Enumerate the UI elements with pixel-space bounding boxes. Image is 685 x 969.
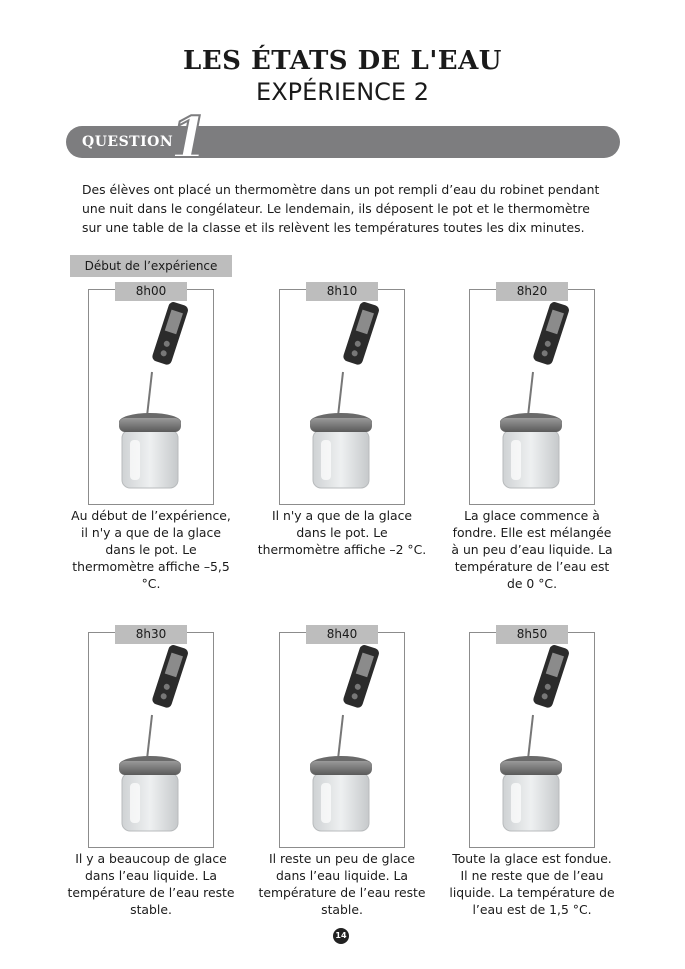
jar-thermometer-image [291,643,391,839]
time-tag-4: 8h30 [115,625,187,644]
page-title: LES ÉTATS DE L'EAU [183,46,502,76]
step-caption-6: Toute la glace est fondue. Il ne reste que de l’eau liquide. La température de l’eau est de 1,5 °C. [449,851,615,917]
step-caption-5: Il reste un peu de glace dans l’eau liquide. La température de l’eau reste stable. [258,851,426,917]
time-tag-6: 8h50 [496,625,568,644]
time-tag-2: 8h10 [306,282,378,301]
jar-thermometer-image [100,300,200,496]
intro-paragraph: Des élèves ont placé un thermomètre dans un pot rempli d’eau du robinet pendant une nuit dans le congélateur. Le lendemain, ils déposent le pot et le thermomètre sur une table de la classe et ils relèvent les températures toutes les dix minutes. [82,182,600,235]
jar-thermometer-image [481,300,581,496]
jar-thermometer-image [481,643,581,839]
time-tag-3: 8h20 [496,282,568,301]
question-number: 1 [170,105,209,171]
step-caption-1: Au début de l’expérience, il n'y a que de la glace dans le pot. Le thermomètre affiche –5,5 °C. [71,508,231,591]
step-caption-2: Il n'y a que de la glace dans le pot. Le thermomètre affiche –2 °C. [257,508,427,557]
page-number: 14 [333,928,349,944]
time-tag-5: 8h40 [306,625,378,644]
step-caption-4: Il y a beaucoup de glace dans l’eau liquide. La température de l’eau reste stable. [67,851,235,917]
step-caption-3: La glace commence à fondre. Elle est mélangée à un peu d’eau liquide. La température de l’eau est de 0 °C. [451,508,613,591]
jar-thermometer-image [291,300,391,496]
time-tag-1: 8h00 [115,282,187,301]
question-label: QUESTION [82,134,174,150]
jar-thermometer-image [100,643,200,839]
start-label: Début de l’expérience [70,255,232,277]
page-subtitle: EXPÉRIENCE 2 [256,78,429,106]
